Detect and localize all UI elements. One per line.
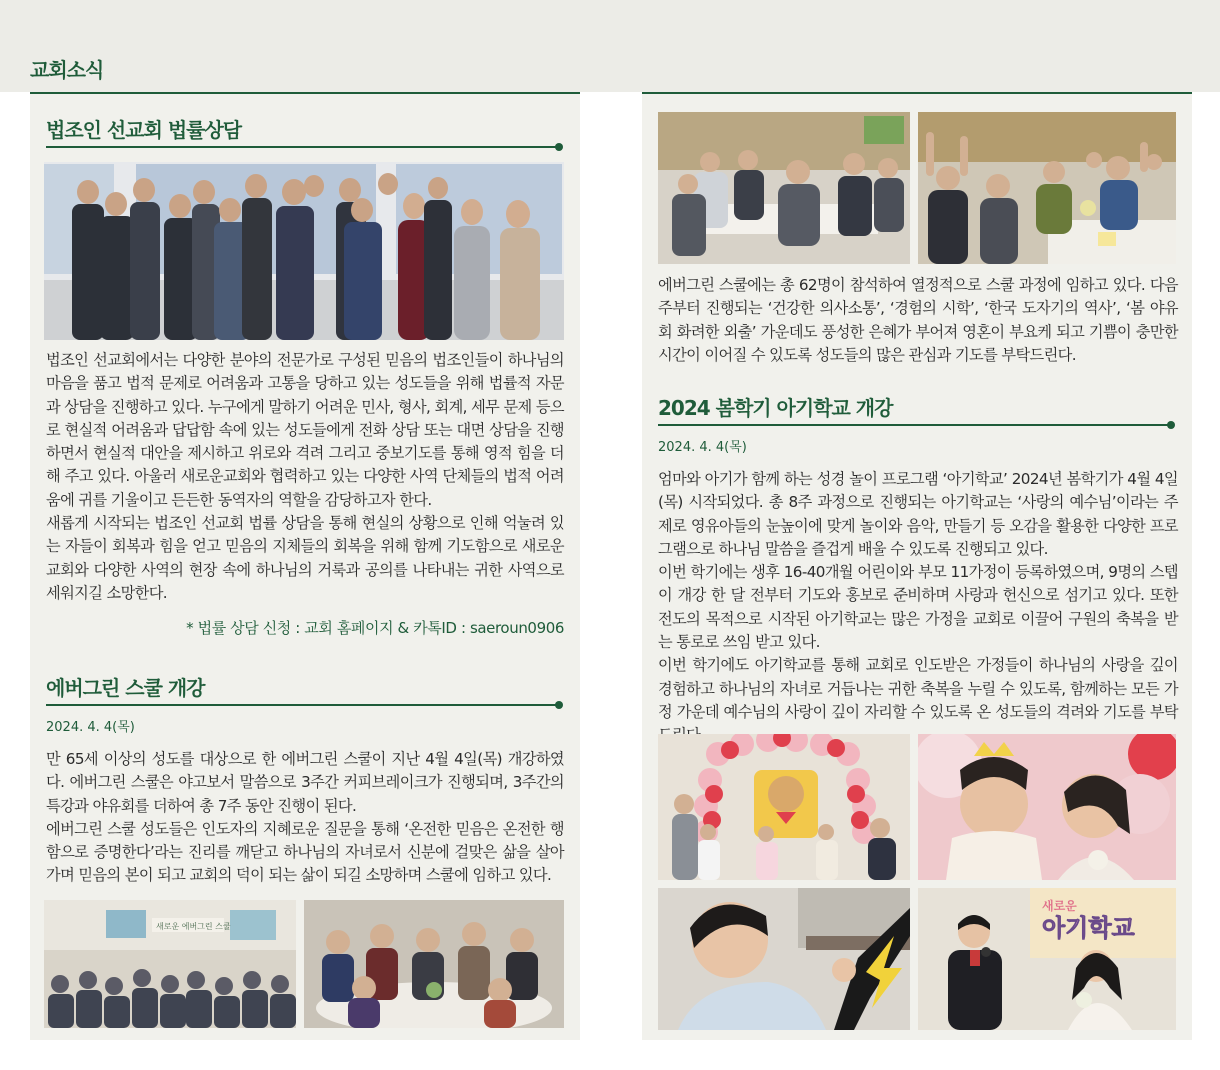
evergreen-title-rule: [46, 704, 560, 706]
evergreen-celebration-photo: [918, 112, 1176, 264]
celebration-illustration: [918, 112, 1176, 264]
stage-illustration: [918, 888, 1176, 1030]
evergreen-title: 에버그린 스쿨 개강: [46, 676, 205, 700]
header-band: [0, 0, 1220, 92]
table-group-illustration: [304, 900, 564, 1028]
legal-group-photo: [44, 162, 564, 340]
stage-sign-large: 아기학교: [1042, 914, 1135, 942]
discussion-illustration: [658, 112, 910, 264]
evergreen-paragraph: 에버그린 스쿨 성도들은 인도자의 지혜로운 질문을 통해 ‘온전한 믿음은 온전한 행함으로 증명한다’라는 진리를 깨닫고 하나님의 자녀로서 신분에 걸맞은 삶을 살아가며 믿음의 본이 되고 교회의 덕이 되는 삶이 되길 소망하며 스쿨에 임하고 있다.: [46, 819, 564, 885]
baby-princess-photo: [918, 734, 1176, 880]
baby-school-paragraph: 이번 학기에도 아기학교를 통해 교회로 인도받은 가정들이 하나님의 사랑을 깊이 경험하고 하나님의 자녀로 거듭나는 귀한 축복을 누릴 수 있도록, 함께하는 모든 가정 가운데 예수님의 사랑이 깊이 자리할 수 있도록 온 성도들의 격려와 기도를 부탁: [658, 656, 1178, 721]
evergreen-hall-photo: [44, 900, 296, 1028]
legal-title-rule: [46, 146, 560, 148]
evergreen-table-photo: [304, 900, 564, 1028]
evergreen-continued-body: [658, 274, 1178, 367]
baby-school-title: 2024 봄학기 아기학교 개강: [658, 396, 893, 420]
group-photo-illustration: [44, 162, 564, 340]
evergreen-date: 2024. 4. 4(목): [46, 720, 135, 735]
legal-counsel-title: 법조인 선교회 법률상담: [46, 118, 242, 142]
hall-slide-text: 새로운 에버그린 스쿨: [156, 922, 231, 931]
baby-school-body: [658, 468, 1178, 748]
baby-balloon-photo: [658, 734, 910, 880]
legal-body: [46, 349, 564, 605]
baby-school-paragraph: 엄마와 아기가 함께 하는 성경 놀이 프로그램 ‘아기학교’ 2024년 봄학기가 4월 4일(목) 시작되었다. 총 8주 과정으로 진행되는 아기학교는 ‘사랑의 예수님’이라는 주제로 영유아들의 눈높이에 맞게 놀이와 음악, 만들기 등 오감을 활용한 다양한 프로그램으로 하나님 말씀을 즐겁게 배울 수 있도록 진행되고 있다.: [658, 470, 1178, 558]
evergreen-body: [46, 748, 564, 888]
lecture-hall-illustration: [44, 900, 296, 1028]
baby-school-stage-photo: [918, 888, 1176, 1030]
baby-school-paragraph: 이번 학기에는 생후 16-40개월 어린이와 부모 11가정이 등록하였으며, 9명의 스텝이 개강 한 달 전부터 기도와 홍보로 준비하며 사랑과 헌신으로 섬기고 있다. 또한 전도의 목적으로 시작된 아기학교는 많은 가정을 교회로 이끌어 구원의 축복을 받는 통로로 쓰임 받고 있다.: [658, 563, 1178, 652]
princess-illustration: [918, 734, 1176, 880]
section-label: 교회소식: [30, 58, 104, 82]
column-top-rule: [30, 92, 580, 94]
right-column: [642, 92, 1192, 1040]
evergreen-paragraph: 만 65세 이상의 성도를 대상으로 한 에버그린 스쿨이 지난 4월 4일(목) 개강하였다. 에버그린 스쿨은 야고보서 말씀으로 3주간 커피브레이크가 진행되며, 3주간의 특강과 야유회를 더하여 총 7주 동안 진행이 된다.: [46, 750, 564, 815]
baby-school-date: 2024. 4. 4(목): [658, 440, 747, 455]
legal-paragraph: 새롭게 시작되는 법조인 선교회 법률 상담을 통해 현실의 상황으로 인해 억눌려 있는 자들이 회복과 힘을 얻고 믿음의 지체들의 회복을 위해 함께 기도함으로 새로운교회와 다양한 사역의 현장 속에 하나님의 거룩과 공의를 나타내는 귀한 사역으로 세워지길 소망한다.: [46, 514, 564, 602]
baby-title-rule: [658, 424, 1172, 426]
baby-play-photo: [658, 888, 910, 1030]
evergreen-continued-paragraph: 에버그린 스쿨에는 총 62명이 참석하여 열정적으로 스쿨 과정에 임하고 있다. 다음 주부터 진행되는 ‘건강한 의사소통’, ‘경험의 시학’, ‘한국 도자기의 역사’, ‘봄 야유회 화려한 외출’ 가운데도 풍성한 은혜가 부어져 영혼이 부요케 되고 기쁨이 충만한 시간이 이어질 수 있도록 성도들의 많은 관심과 기도를 부탁드린다.: [658, 276, 1178, 364]
balloon-arch-illustration: [658, 734, 910, 880]
legal-counsel-note: * 법률 상담 신청 : 교회 홈페이지 & 카톡ID : saeroun0906: [186, 619, 564, 637]
left-column: [30, 92, 580, 1040]
child-play-illustration: [658, 888, 910, 1030]
evergreen-discussion-photo: [658, 112, 910, 264]
column-top-rule: [642, 92, 1192, 94]
stage-sign-small: 새로운: [1042, 899, 1077, 913]
legal-paragraph: 법조인 선교회에서는 다양한 분야의 전문가로 구성된 믿음의 법조인들이 하나님의 마음을 품고 법적 문제로 어려움과 고통을 당하고 있는 성도들을 위해 법률적 자문과 상담을 진행하고 있다. 누구에게 말하기 어려운 민사, 형사, 회계, 세무 문제 등으로 현실적 어려움과 답답함 속에 있는 성도들에게 전화 상담 또는 대면 상담을 진행하면서 현실적 대안을 제시하고 위로와 격려 그리고 중보기도를 통해 영적 힘을 더해 주고 있다. 아울러 새로운교회와 협력하고 있는 다양한 사역 단체들의 법적 어려움에 귀를 기울이고 든든한 동역자의 역할을 감당하고자 한다.: [46, 351, 564, 509]
